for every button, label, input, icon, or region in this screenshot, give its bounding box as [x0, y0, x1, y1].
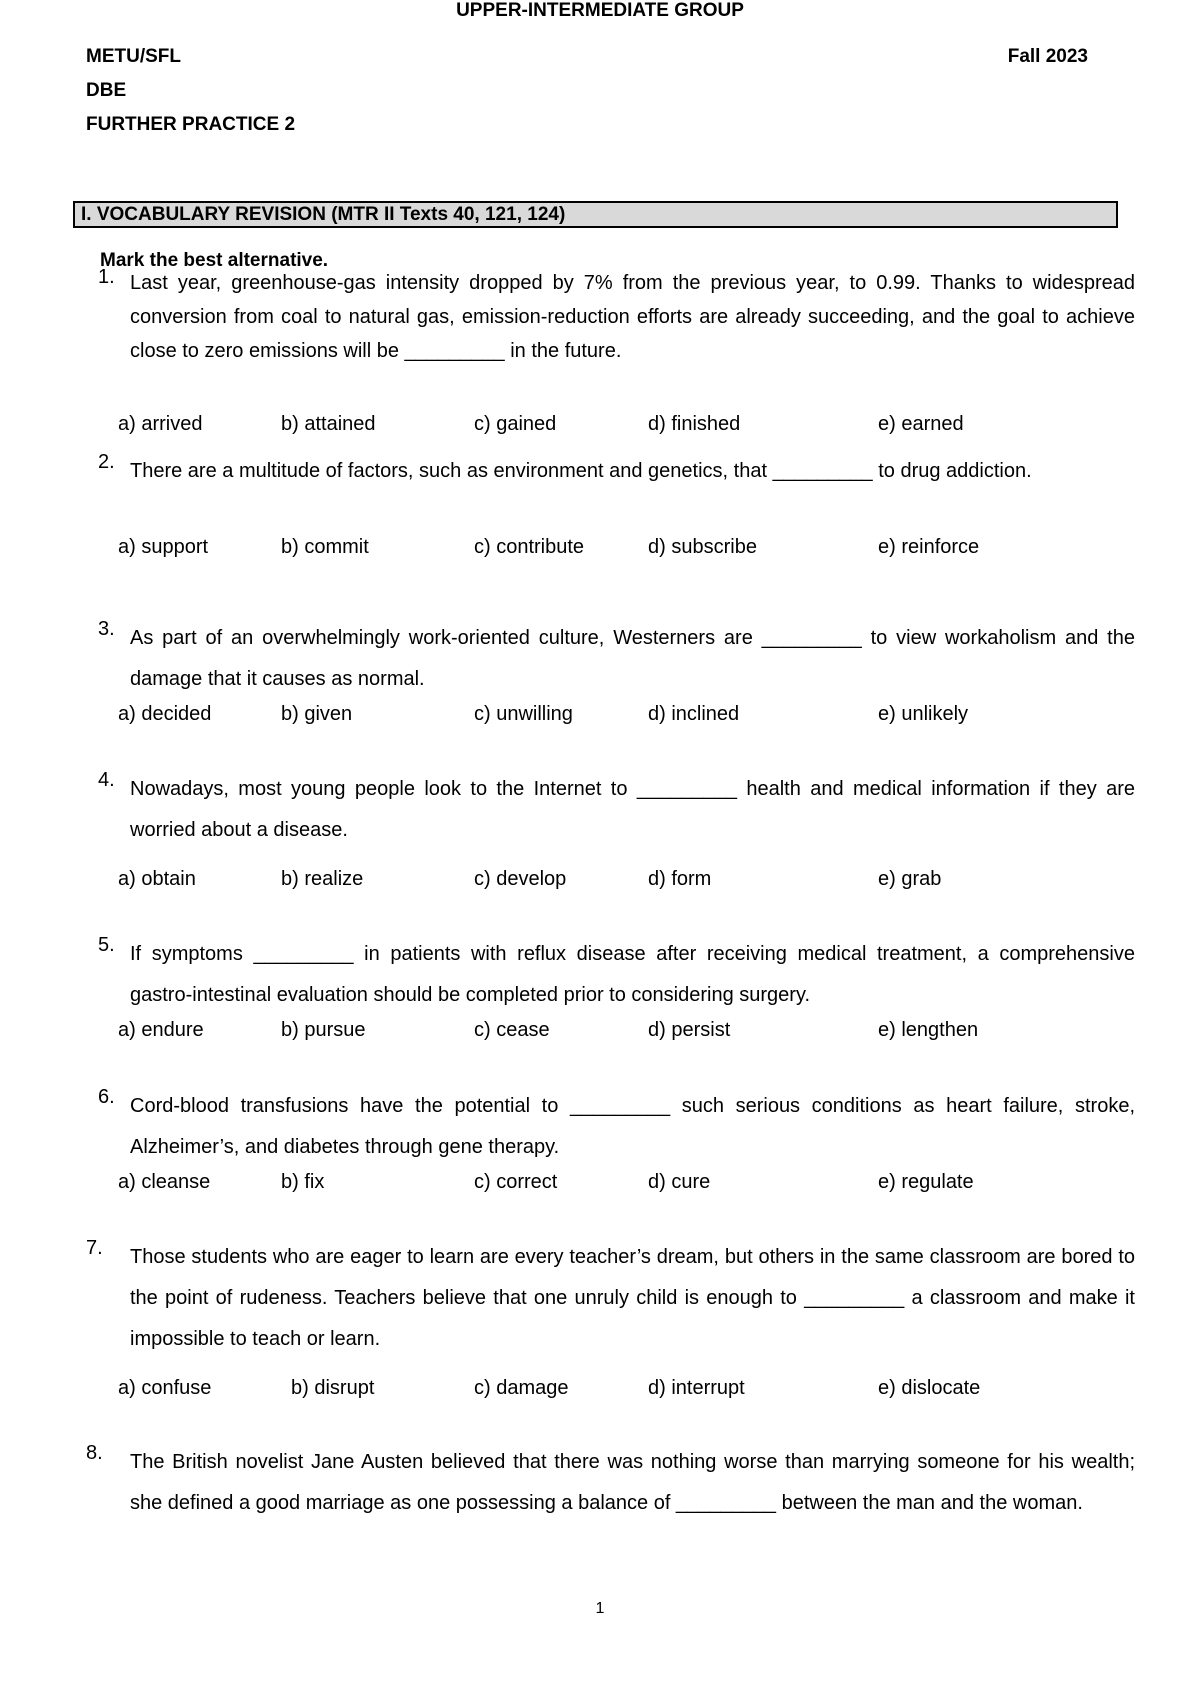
question-number: 3. [98, 618, 115, 640]
option-2e[interactable]: e) reinforce [878, 536, 980, 558]
question-text: As part of an overwhelmingly work-oriented culture, Westerners are _________ to view workaholism and the damage that it causes as normal. [130, 627, 1135, 690]
term-label: Fall 2023 [1007, 46, 1088, 67]
instruction-text: Mark the best alternative. [100, 250, 329, 271]
option-2b[interactable]: b) commit [281, 536, 369, 558]
option-6c[interactable]: c) correct [474, 1171, 558, 1193]
option-3c[interactable]: c) unwilling [474, 703, 573, 725]
option-6a[interactable]: a) cleanse [118, 1171, 211, 1193]
option-2c[interactable]: c) contribute [474, 536, 585, 558]
option-1b[interactable]: b) attained [281, 413, 376, 435]
option-1a[interactable]: a) arrived [118, 413, 203, 435]
option-6d[interactable]: d) cure [648, 1171, 711, 1193]
option-4b[interactable]: b) realize [281, 868, 364, 890]
section-heading: I. VOCABULARY REVISION (MTR II Texts 40, 121, 124) [73, 201, 1118, 228]
option-4c[interactable]: c) develop [474, 868, 567, 890]
option-1e[interactable]: e) earned [878, 413, 964, 435]
institution-label: METU/SFL [86, 46, 181, 67]
option-5d[interactable]: d) persist [648, 1019, 731, 1041]
option-5e[interactable]: e) lengthen [878, 1019, 979, 1041]
question-number: 6. [98, 1086, 115, 1108]
question-text: The British novelist Jane Austen believed that there was nothing worse than marrying someone for his wealth; she defined a good marriage as one possessing a balance of _________ between the man and the woman. [130, 1451, 1135, 1514]
option-1d[interactable]: d) finished [648, 413, 741, 435]
question-text: Nowadays, most young people look to the Internet to _________ health and medical information if they are worried about a disease. [130, 778, 1135, 841]
option-7c[interactable]: c) damage [474, 1377, 569, 1399]
option-3e[interactable]: e) unlikely [878, 703, 969, 725]
question-number: 7. [86, 1237, 103, 1259]
question-number: 2. [98, 451, 115, 473]
question-number: 1. [98, 266, 115, 288]
option-7d[interactable]: d) interrupt [648, 1377, 745, 1399]
option-3d[interactable]: d) inclined [648, 703, 740, 725]
option-4a[interactable]: a) obtain [118, 868, 196, 890]
question-number: 8. [86, 1442, 103, 1464]
option-7e[interactable]: e) dislocate [878, 1377, 981, 1399]
question-text: There are a multitude of factors, such as environment and genetics, that _________ to drug addiction. [130, 460, 1032, 482]
department-label: DBE [86, 80, 127, 101]
option-7b[interactable]: b) disrupt [291, 1377, 375, 1399]
question-text: Cord-blood transfusions have the potential to _________ such serious conditions as heart failure, stroke, Alzheimer’s, and diabetes through gene therapy. [130, 1095, 1135, 1158]
option-6b[interactable]: b) fix [281, 1171, 325, 1193]
worksheet-title: FURTHER PRACTICE 2 [86, 114, 296, 135]
option-2a[interactable]: a) support [118, 536, 209, 558]
option-2d[interactable]: d) subscribe [648, 536, 757, 558]
option-1c[interactable]: c) gained [474, 413, 557, 435]
option-5c[interactable]: c) cease [474, 1019, 550, 1041]
option-4d[interactable]: d) form [648, 868, 712, 890]
option-7a[interactable]: a) confuse [118, 1377, 212, 1399]
page-number: 1 [595, 1600, 605, 1617]
option-4e[interactable]: e) grab [878, 868, 942, 890]
question-text: Last year, greenhouse-gas intensity dropped by 7% from the previous year, to 0.99. Thanks to widespread conversion from coal to natural gas, emission-reduction efforts are already succeeding, and the goal to achieve close to zero emissions will be _________ in the future. [130, 272, 1135, 362]
question-number: 4. [98, 769, 115, 791]
option-6e[interactable]: e) regulate [878, 1171, 974, 1193]
question-text: If symptoms _________ in patients with reflux disease after receiving medical treatment, a comprehensive gastro-intestinal evaluation should be completed prior to considering surgery. [130, 943, 1135, 1006]
option-3a[interactable]: a) decided [118, 703, 212, 725]
question-text: Those students who are eager to learn are every teacher’s dream, but others in the same classroom are bored to the point of rudeness. Teachers believe that one unruly child is enough to _________ a classroom and make it impossible to teach or learn. [130, 1246, 1135, 1350]
option-3b[interactable]: b) given [281, 703, 353, 725]
question-number: 5. [98, 934, 115, 956]
option-5b[interactable]: b) pursue [281, 1019, 366, 1041]
group-title: UPPER-INTERMEDIATE GROUP [456, 0, 744, 21]
option-5a[interactable]: a) endure [118, 1019, 204, 1041]
